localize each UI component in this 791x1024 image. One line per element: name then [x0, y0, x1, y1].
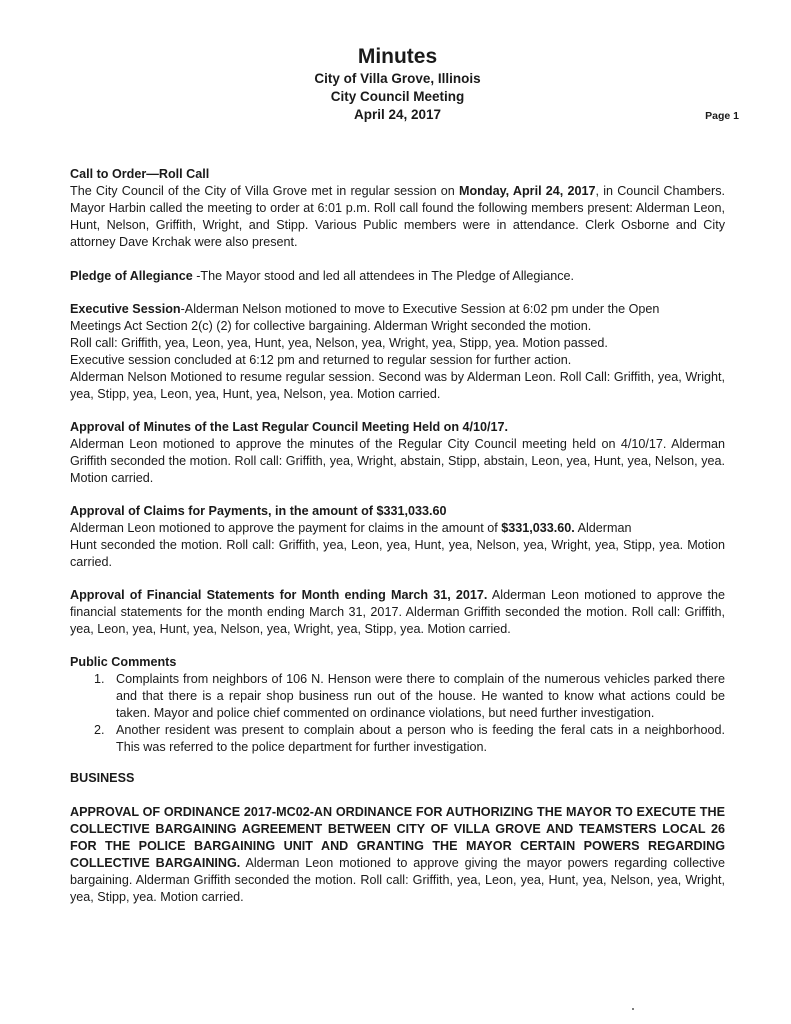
call-to-order-heading: Call to Order—Roll Call — [70, 167, 210, 181]
scan-speck — [632, 1008, 634, 1010]
ordinance-heading: APPROVAL OF ORDINANCE 2017-MC02-AN ORDINANCE FOR AUTHORIZING THE MAYOR TO EXECUTE THE COLLECTIVE BARGAINING AGREEMENT BETWEEN CITY OF VILLA GROVE AND TEAMSTERS LOCAL 26 FOR THE POLICE BARGAINING UNIT AND GRANTING THE MAYOR CERTAIN POWERS REGARDING COLLECTIVE BARGAINING. — [70, 805, 725, 870]
executive-line-4: Executive session concluded at 6:12 pm and returned to regular session for further action. — [70, 353, 572, 367]
claims-amount: $331,033.60. — [501, 521, 575, 535]
public-comments-list — [70, 671, 725, 756]
claims-heading: Approval of Claims for Payments, in the amount of $331,033.60 — [70, 504, 447, 518]
claims-line-1c: Alderman — [574, 521, 632, 535]
list-item-number: 1. — [94, 672, 105, 686]
business-section — [70, 770, 725, 787]
list-item-text: Another resident was present to complain about a person who is feeding the feral cats in a neighborhood. This was referred to the police department for further investigation. — [116, 723, 725, 754]
pledge-text: -The Mayor stood and led all attendees in The Pledge of Allegiance. — [192, 269, 575, 283]
meeting-date: April 24, 2017 — [353, 107, 442, 122]
list-item-number: 2. — [94, 723, 105, 737]
financial-text: Alderman Leon motioned to approve the financial statements for the month ending March 31, 2017. Alderman Griffith seconded the motion. Roll call: Griffith, yea, Leon, yea, Hunt, yea, Nelson, yea, Wright, yea, Stipp, yea. Motion carried. — [70, 588, 725, 636]
pledge-heading: Pledge of Allegiance — [70, 269, 193, 283]
list-item — [70, 722, 725, 756]
minutes-approval-text: Alderman Leon motioned to approve the minutes of the Regular City Council meeting held on 4/10/17. Alderman Griffith seconded the motion. Roll call: Griffith, yea, Wright, abstain, Stipp, abstain, Leon, yea, Hunt, yea, Nelson, yea. Motion carried. — [70, 437, 725, 485]
public-comments-section — [70, 654, 725, 756]
ordinance-section — [70, 804, 725, 906]
call-to-order-date: Monday, April 24, 2017 — [459, 184, 596, 198]
document-header — [70, 44, 739, 124]
city-name: City of Villa Grove, Illinois — [314, 71, 481, 86]
call-to-order-section — [70, 166, 725, 251]
executive-line-3: Roll call: Griffith, yea, Leon, yea, Hunt, yea, Nelson, yea, Wright, yea, Stipp, yea. Motion passed. — [70, 336, 608, 350]
financial-heading: Approval of Financial Statements for Month ending March 31, 2017. — [70, 588, 488, 602]
executive-session-section — [70, 301, 725, 403]
pledge-section — [70, 268, 725, 285]
public-comments-heading: Public Comments — [70, 655, 177, 669]
list-item — [70, 671, 725, 722]
executive-line-5: Alderman Nelson Motioned to resume regular session. Second was by Alderman Leon. Roll Call: Griffith, yea, Wright, yea, Stipp, yea, Leon, yea, Hunt, yea, Nelson, yea. Motion carried. — [70, 370, 725, 401]
minutes-approval-section — [70, 419, 725, 487]
claims-section — [70, 503, 725, 571]
claims-line-2: Hunt seconded the motion. Roll call: Griffith, yea, Leon, yea, Hunt, yea, Nelson, yea, Wright, yea, Stipp, yea. Motion carried. — [70, 538, 725, 569]
executive-line-1: -Alderman Nelson motioned to move to Executive Session at 6:02 pm under the Open — [180, 302, 660, 316]
call-to-order-text-1: The City Council of the City of Villa Grove met in regular session on — [70, 184, 459, 198]
financial-section — [70, 587, 725, 638]
claims-line-1a: Alderman Leon motioned to approve the payment for claims in the amount of — [70, 521, 502, 535]
list-item-text: Complaints from neighbors of 106 N. Henson were there to complain of the numerous vehicles parked there and that there is a repair shop business run out of the house. He wanted to know what actions could be taken. Mayor and police chief commented on ordinance violations, but need further investigation. — [116, 672, 725, 720]
ordinance-text: Alderman Leon motioned to approve giving the mayor powers regarding collective bargaining. Alderman Griffith seconded the motion. Roll call: Griffith, yea, Leon, yea, Hunt, yea, Nelson, yea, Wright, yea, Stipp, yea. Motion carried. — [70, 856, 725, 904]
executive-line-2: Meetings Act Section 2(c) (2) for collective bargaining. Alderman Wright seconded the motion. — [70, 319, 592, 333]
meeting-name: City Council Meeting — [330, 89, 465, 104]
call-to-order-text-2: , in Council Chambers. Mayor Harbin called the meeting to order at 6:01 p.m. Roll call found the following members present: Alderman Leon, Hunt, Nelson, Griffith, Wright, and Stipp. Various Public members were in attendance. Clerk Osborne and City attorney Dave Krchak were also present. — [70, 184, 725, 249]
business-heading: BUSINESS — [70, 771, 135, 785]
document-title: Minutes — [357, 45, 438, 68]
page-number: Page 1 — [705, 110, 739, 122]
executive-session-heading: Executive Session — [70, 302, 181, 316]
minutes-approval-heading: Approval of Minutes of the Last Regular Council Meeting Held on 4/10/17. — [70, 420, 509, 434]
